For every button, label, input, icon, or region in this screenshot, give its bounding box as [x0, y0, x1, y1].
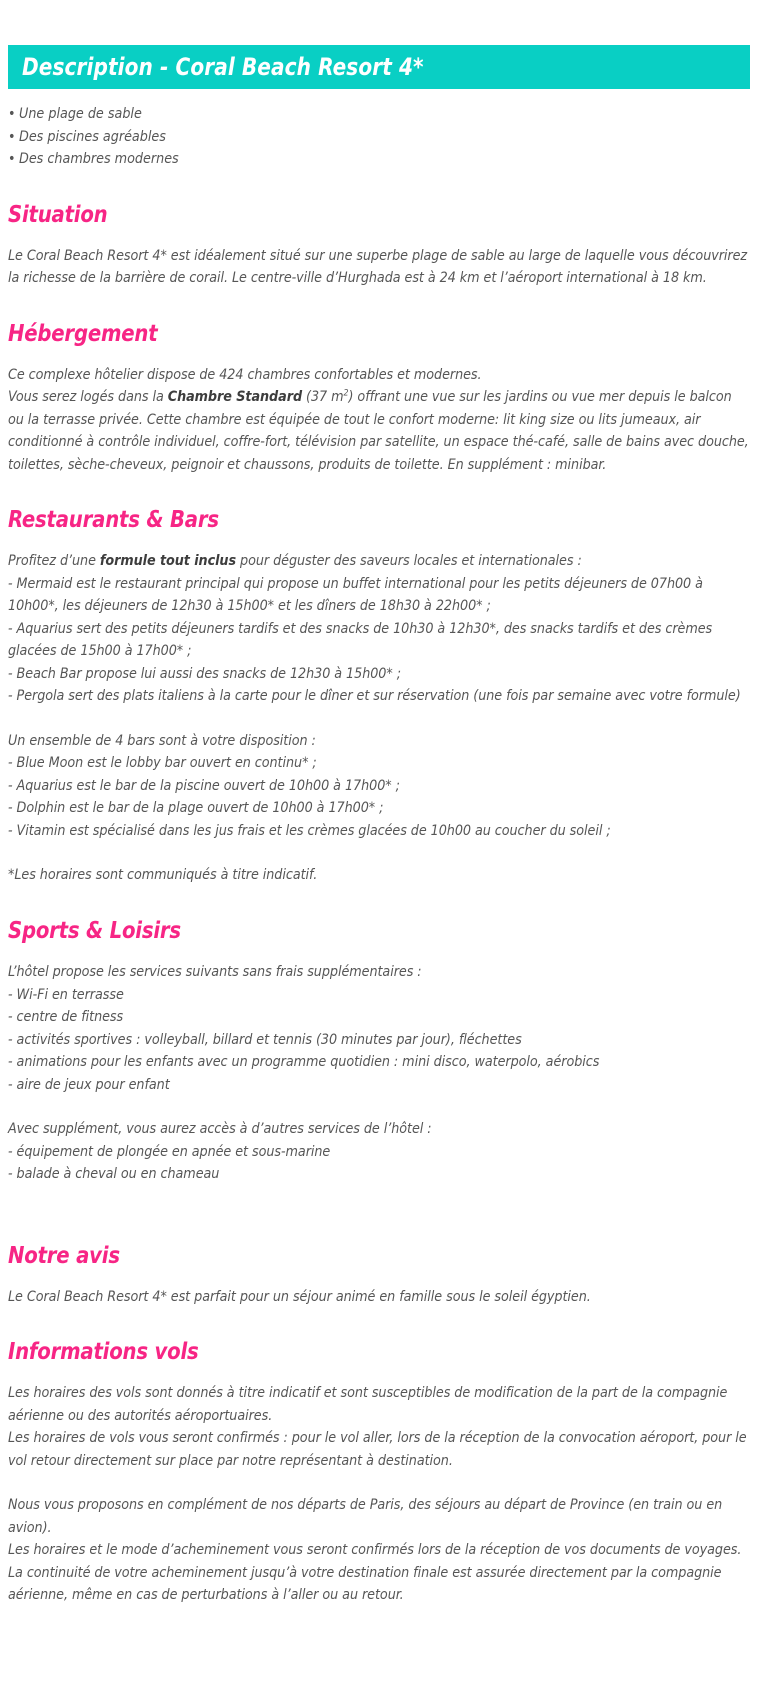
room-name: Chambre Standard — [167, 389, 303, 406]
hebergement-text-a: Vous serez logés dans la — [8, 389, 168, 406]
vols-paragraph: Nous vous proposons en complément de nos départs de Paris, des séjours au départ de Province (en train ou en avion). — [8, 1497, 723, 1536]
restaurant-item: - Beach Bar propose lui aussi des snacks de 12h30 à 15h00* ; — [8, 665, 401, 682]
sports-paid-item: - équipement de plongée en apnée et sous-marine — [8, 1143, 331, 1160]
vols-paragraph: La continuité de votre acheminement jusqu’à votre destination finale est assurée directement par la compagnie aérienne, même en cas de perturbations à l’aller ou au retour. — [8, 1564, 722, 1604]
spacer — [8, 227, 750, 245]
room-size: 37 m — [310, 389, 344, 406]
spacer — [8, 1186, 750, 1244]
spacer — [8, 476, 750, 508]
sports-free-item: - Wi-Fi en terrasse — [8, 986, 124, 1003]
notre-avis-paragraph: Le Coral Beach Resort 4* est parfait pour un séjour animé en famille sous le soleil égyptien. — [8, 1288, 591, 1305]
highlights-list — [8, 103, 750, 171]
hebergement-text-c: ) offrant une vue sur les jardins ou vue mer depuis le balcon ou la terrasse privée. Cette chambre est équipée de tout le confort moderne: lit king size ou lits jumeaux, air conditionné à contrôle individuel, coffre-fort, télévision par satellite, un espace thé-café, salle de bains avec douche, toilettes, sèche-cheveux, peignoir et chaussons, produits de toilette. En supplément : minibar. — [8, 389, 749, 473]
bullet-icon: • — [8, 128, 16, 145]
highlight-text: Des piscines agréables — [19, 128, 166, 145]
spacer — [8, 1096, 750, 1118]
spacer — [8, 887, 750, 919]
spacer — [8, 171, 750, 203]
spacer — [8, 708, 750, 730]
section-heading-notre-avis: Notre avis — [8, 1242, 120, 1269]
spacer — [8, 943, 750, 961]
spacer — [8, 346, 750, 364]
situation-paragraph: Le Coral Beach Resort 4* est idéalement situé sur une superbe plage de sable au large de laquelle vous découvrirez la richesse de la barrière de corail. Le centre-ville d’Hurghada est à 24 km et l’aéroport international à 18 km. — [8, 247, 748, 287]
restaurant-item: - Pergola sert des plats italiens à la carte pour le dîner et sur réservation (une fois par semaine avec votre formule) — [8, 688, 741, 705]
bars-intro: Un ensemble de 4 bars sont à votre disposition : — [8, 732, 316, 749]
sports-free-item: - animations pour les enfants avec un programme quotidien : mini disco, waterpolo, aérobics — [8, 1054, 600, 1071]
spacer — [8, 1268, 750, 1286]
sports-paid-intro: Avec supplément, vous aurez accès à d’autres services de l’hôtel : — [8, 1121, 432, 1138]
bar-item: - Dolphin est le bar de la plage ouvert de 10h00 à 17h00* ; — [8, 800, 384, 817]
restaurants-intro — [8, 550, 750, 573]
highlight-text: Une plage de sable — [19, 106, 142, 122]
section-heading-restaurants-bars: Restaurants & Bars — [8, 507, 219, 534]
spacer — [8, 1472, 750, 1494]
list-item — [8, 126, 750, 149]
section-heading-situation: Situation — [8, 201, 108, 228]
section-heading-informations-vols: Informations vols — [8, 1339, 199, 1366]
restaurants-intro-prefix: Profitez d’une — [8, 553, 100, 570]
list-item — [8, 148, 750, 171]
hebergement-paragraph-1: Ce complexe hôtelier dispose de 424 chambres confortables et modernes. — [8, 366, 482, 383]
sports-paid-item: - balade à cheval ou en chameau — [8, 1166, 220, 1183]
spacer — [8, 842, 750, 864]
restaurant-item: - Aquarius sert des petits déjeuners tardifs et des snacks de 10h30 à 12h30*, des snacks tardifs et des crèmes glacées de 15h00 à 17h00* ; — [8, 620, 713, 660]
bar-item: - Vitamin est spécialisé dans les jus frais et les crèmes glacées de 10h00 au coucher du soleil ; — [8, 822, 611, 839]
restaurants-intro-suffix: pour déguster des saveurs locales et internationales : — [236, 553, 582, 570]
highlight-text: Des chambres modernes — [19, 151, 179, 167]
bar-item: - Blue Moon est le lobby bar ouvert en continu* ; — [8, 755, 317, 772]
sports-free-item: - aire de jeux pour enfant — [8, 1076, 170, 1093]
restaurants-footnote: *Les horaires sont communiqués à titre indicatif. — [8, 867, 318, 884]
hebergement-text-b: ( — [302, 389, 311, 406]
bar-item: - Aquarius est le bar de la piscine ouvert de 10h00 à 17h00* ; — [8, 777, 400, 794]
vols-paragraph: Les horaires et le mode d’acheminement vous seront confirmés lors de la réception de vos documents de voyages. — [8, 1542, 742, 1559]
hebergement-paragraph-2 — [8, 386, 750, 476]
spacer — [8, 290, 750, 322]
sports-free-intro: L’hôtel propose les services suivants sans frais supplémentaires : — [8, 964, 422, 981]
spacer — [8, 1308, 750, 1340]
sports-free-item: - centre de fitness — [8, 1009, 124, 1026]
section-heading-sports-loisirs: Sports & Loisirs — [8, 917, 181, 944]
restaurant-item: - Mermaid est le restaurant principal qui propose un buffet international pour les petits déjeuners de 07h00 à 10h00*, les déjeuners de 12h30 à 15h00* et les dîners de 18h30 à 22h00* ; — [8, 575, 703, 615]
sports-free-item: - activités sportives : volleyball, billard et tennis (30 minutes par jour), fléchettes — [8, 1031, 522, 1048]
list-item — [8, 103, 750, 126]
bullet-icon: • — [8, 106, 16, 122]
page-title: Description - Coral Beach Resort 4* — [22, 53, 424, 81]
bullet-icon: • — [8, 151, 16, 167]
document-page — [0, 45, 758, 1700]
spacer — [8, 1364, 750, 1382]
section-heading-hebergement: Hébergement — [8, 320, 158, 347]
room-size-exponent: 2 — [343, 388, 349, 399]
document-title-bar — [8, 45, 750, 89]
formula-name: formule tout inclus — [99, 553, 237, 570]
vols-paragraph: Les horaires des vols sont donnés à titre indicatif et sont susceptibles de modification de la part de la compagnie aérienne ou des autorités aéroportuaires. — [8, 1385, 728, 1424]
vols-paragraph: Les horaires de vols vous seront confirmés : pour le vol aller, lors de la réception de la convocation aéroport, pour le vol retour directement sur place par notre représentant à destination. — [8, 1430, 747, 1469]
spacer — [8, 532, 750, 550]
